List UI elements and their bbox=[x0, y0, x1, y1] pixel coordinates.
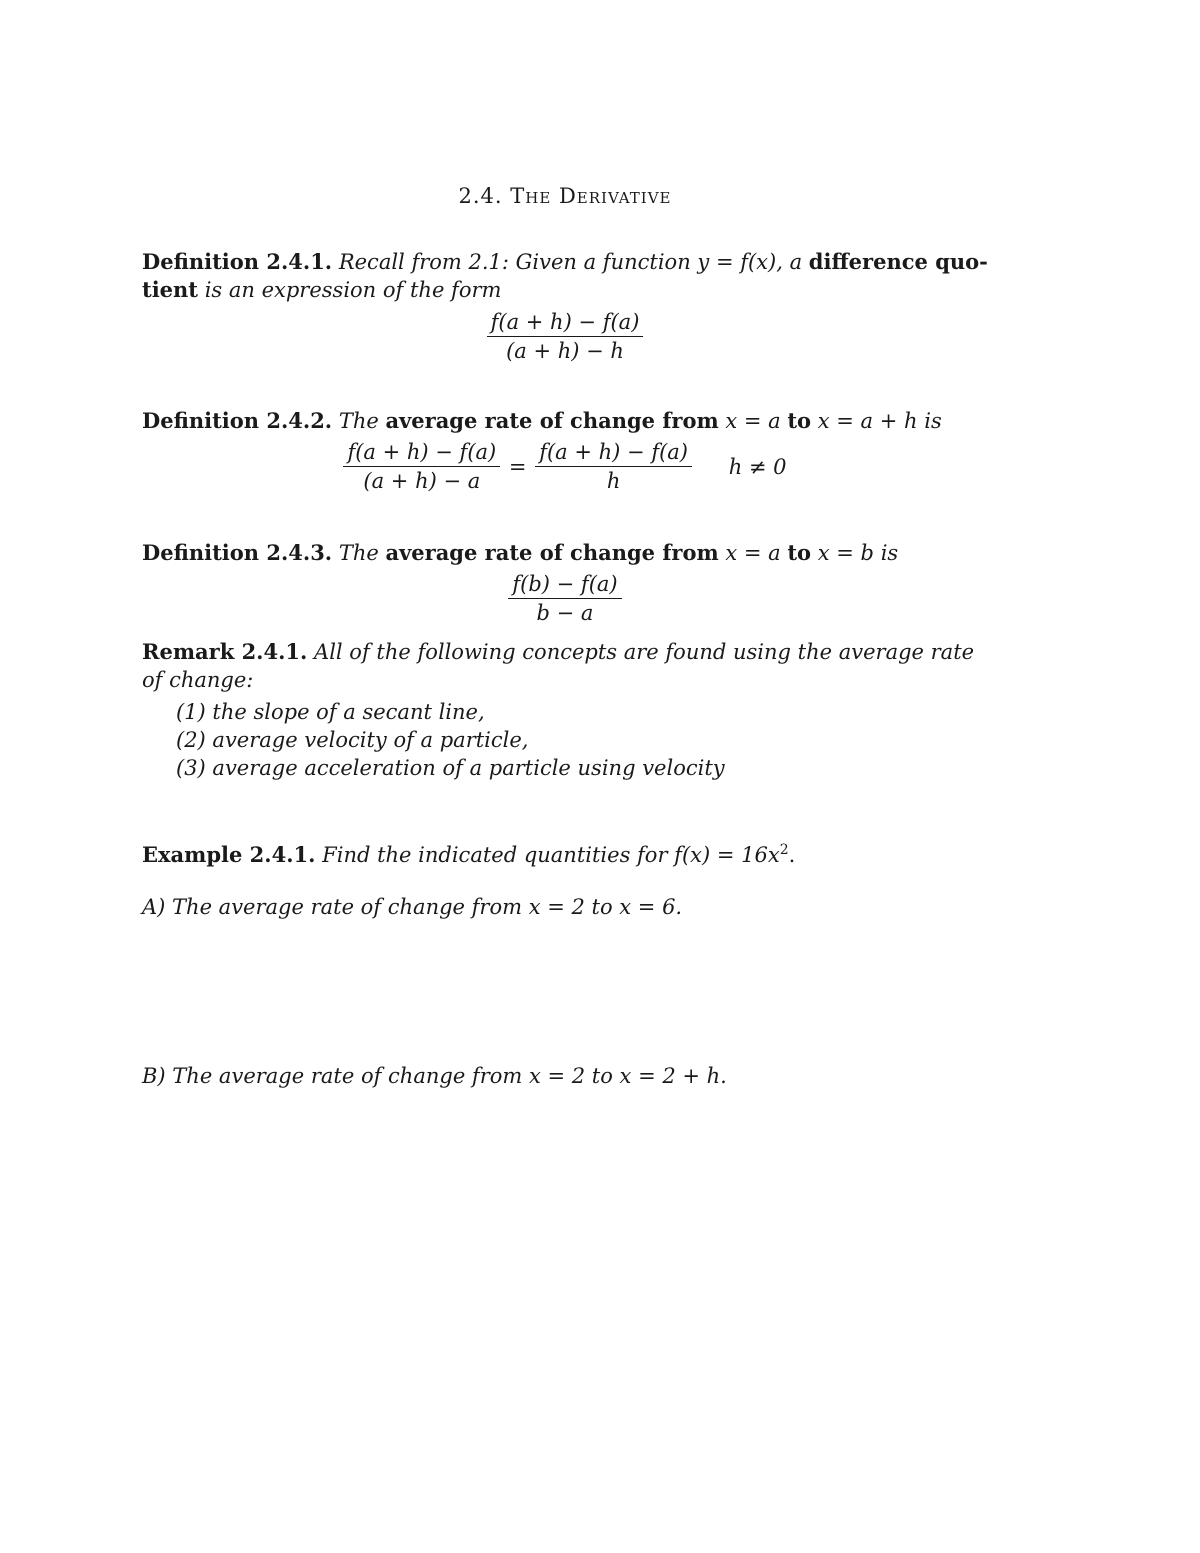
definition-text: The bbox=[338, 409, 379, 433]
condition: h ≠ 0 bbox=[728, 454, 787, 479]
example-part-b: B) The average rate of change from x = 2 to x = 2 + h. bbox=[142, 1064, 727, 1088]
list-item: (1) the slope of a secant line, bbox=[176, 700, 485, 724]
fraction-numerator: f(a + h) − f(a) bbox=[487, 310, 644, 337]
difference-quotient-formula bbox=[0, 310, 1130, 363]
section-name: The Derivative bbox=[510, 184, 672, 208]
list-item: (2) average velocity of a particle, bbox=[176, 728, 529, 752]
example-label: Example 2.4.1. bbox=[142, 842, 316, 867]
concept-list bbox=[142, 698, 992, 782]
definition-text: is bbox=[924, 409, 942, 433]
example-2-4-1 bbox=[142, 836, 992, 869]
fraction bbox=[535, 440, 692, 493]
exponent: 2 bbox=[779, 842, 789, 858]
remark-2-4-1 bbox=[142, 638, 992, 782]
fraction bbox=[487, 310, 644, 363]
math-inline: x = a + h bbox=[817, 409, 918, 433]
fraction bbox=[343, 440, 500, 493]
fraction-denominator: h bbox=[606, 469, 621, 493]
definition-text: Recall from 2.1: Given a function bbox=[338, 250, 691, 274]
definition-label: Definition 2.4.2. bbox=[142, 408, 333, 433]
math-inline: x = a bbox=[725, 541, 781, 565]
math-inline: y = f(x) bbox=[697, 250, 777, 274]
definition-2-4-3 bbox=[142, 539, 992, 567]
average-rate-ab-formula bbox=[0, 572, 1130, 625]
fraction-denominator: (a + h) − a bbox=[363, 469, 481, 493]
fraction-denominator: (a + h) − h bbox=[506, 339, 624, 363]
definition-text: is an expression of the form bbox=[204, 278, 502, 302]
definition-label: Definition 2.4.3. bbox=[142, 540, 333, 565]
definition-text: , a bbox=[776, 250, 803, 274]
bold-term: tient bbox=[142, 277, 199, 302]
math-inline: x = a bbox=[725, 409, 781, 433]
period: . bbox=[788, 843, 796, 867]
fraction bbox=[508, 572, 621, 625]
definition-text: The bbox=[338, 541, 379, 565]
bold-term: difference quo- bbox=[808, 249, 988, 274]
section-number: 2.4. bbox=[458, 184, 503, 208]
remark-text: All of the following concepts are found using the average rate of change: bbox=[142, 640, 975, 692]
definition-2-4-1 bbox=[142, 248, 992, 304]
math-inline: f(x) = 16x bbox=[674, 843, 780, 867]
definition-2-4-2 bbox=[142, 407, 992, 435]
section-title bbox=[0, 184, 1130, 208]
remark-label: Remark 2.4.1. bbox=[142, 639, 308, 664]
bold-term: average rate of change from bbox=[385, 540, 719, 565]
bold-term: to bbox=[787, 540, 812, 565]
example-text: Find the indicated quantities for bbox=[322, 843, 668, 867]
example-part-a: A) The average rate of change from x = 2 to x = 6. bbox=[142, 895, 683, 919]
list-item: (3) average acceleration of a particle using velocity bbox=[176, 756, 725, 780]
bold-term: to bbox=[787, 408, 812, 433]
bold-term: average rate of change from bbox=[385, 408, 719, 433]
average-rate-formula bbox=[0, 440, 1130, 493]
fraction-denominator: b − a bbox=[536, 601, 594, 625]
fraction-numerator: f(b) − f(a) bbox=[508, 572, 621, 599]
fraction-numerator: f(a + h) − f(a) bbox=[535, 440, 692, 467]
definition-text: is bbox=[880, 541, 899, 565]
definition-label: Definition 2.4.1. bbox=[142, 249, 333, 274]
fraction-numerator: f(a + h) − f(a) bbox=[343, 440, 500, 467]
equals-sign: = bbox=[508, 454, 527, 479]
math-inline: x = b bbox=[817, 541, 874, 565]
